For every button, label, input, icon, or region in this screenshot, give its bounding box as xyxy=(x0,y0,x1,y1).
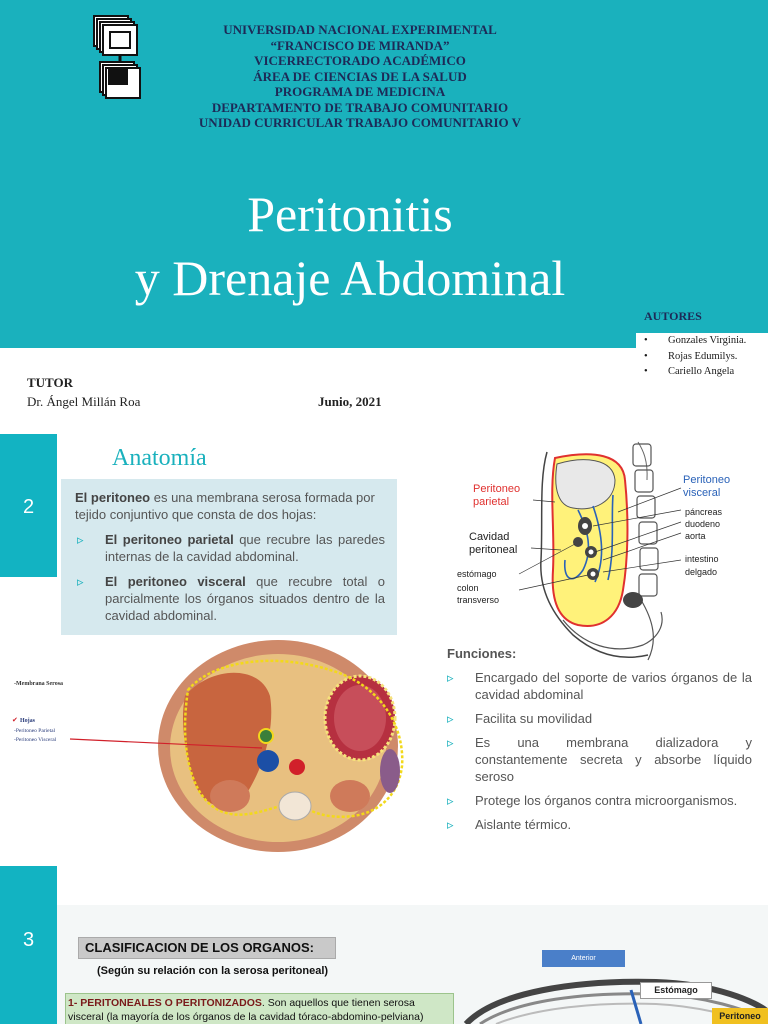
label-peritoneo-visceral: -Peritoneo Visceral xyxy=(14,737,57,743)
authors-label: AUTORES xyxy=(644,309,702,323)
function-item: ▹ Protege los órganos contra microorganismos. xyxy=(447,792,752,809)
institution-line: “FRANCISCO DE MIRANDA” xyxy=(270,37,450,53)
label-parietal: Peritoneo parietal xyxy=(473,483,521,508)
label-cavidad: Cavidad peritoneal xyxy=(469,531,518,556)
functions-title: Funciones: xyxy=(447,646,517,661)
institution-line: PROGRAMA DE MEDICINA xyxy=(274,84,446,99)
label-estomago: estómago xyxy=(457,569,497,579)
function-item: ▹ Encargado del soporte de varios órganos de la cavidad abdominal xyxy=(447,669,752,703)
function-item: ▹ Es una membrana dializadora y constantemente secreta y absorbe líquido seroso xyxy=(447,734,752,785)
author-item: • Gonzales Virginia. xyxy=(636,334,768,349)
peritoneo-label: Peritoneo xyxy=(712,1008,768,1024)
definition-item xyxy=(75,573,385,624)
peritoneales-text: . Son aquellos que tienen serosa visceral (la mayoría de los órganos de la cavidad tóraco-abdomino-pelviana) xyxy=(68,997,424,1023)
definition-text xyxy=(75,489,385,523)
peritoneales-lead: 1- PERITONEALES O PERITONIZADOS xyxy=(68,997,262,1009)
label-visceral: Peritoneo visceral xyxy=(683,474,731,499)
slide-number: 2 xyxy=(0,434,57,577)
institution-line: UNIDAD CURRICULAR TRABAJO COMUNITARIO V xyxy=(198,115,522,130)
item-rest: que recubre total o parcialmente los órganos situados dentro de la cavidad abdominal. xyxy=(105,574,385,623)
cover-slide xyxy=(0,0,768,365)
title-line: Peritonitis xyxy=(247,186,453,242)
institution-line: UNIVERSIDAD NACIONAL EXPERIMENTAL xyxy=(223,22,497,37)
definition-rest: es una membrana serosa formada por tejido conjuntivo que consta de dos hojas: xyxy=(75,490,375,522)
item-bold: El peritoneo parietal xyxy=(105,532,234,547)
classification-subtitle: (Según su relación con la serosa peritoneal) xyxy=(97,965,329,977)
section-heading: Anatomía xyxy=(112,445,207,471)
label-duodeno: duodeno xyxy=(685,519,721,529)
abdominal-cross-section-image xyxy=(10,636,448,854)
item-bold: El peritoneo visceral xyxy=(105,574,246,589)
authors-list xyxy=(636,333,768,379)
presentation-date: Junio, 2021 xyxy=(318,394,382,409)
function-item: ▹ Facilita su movilidad xyxy=(447,710,752,727)
peritoneum-sagittal-diagram xyxy=(443,440,768,665)
label-colon: colon transverso xyxy=(457,583,500,605)
institution-line: DEPARTAMENTO DE TRABAJO COMUNITARIO xyxy=(211,99,509,115)
label-hojas: Hojas xyxy=(20,718,35,724)
institution-line: VICERRECTORADO ACADÉMICO xyxy=(254,53,466,68)
presentation-title xyxy=(40,182,660,310)
definition-item xyxy=(75,531,385,565)
university-logo xyxy=(90,12,146,102)
estomago-label: Estómago xyxy=(640,982,712,999)
author-item: • Rojas Edumilys. xyxy=(636,350,768,365)
tutor-name: Dr. Ángel Millán Roa xyxy=(27,394,141,409)
institution-header xyxy=(150,22,570,131)
label-aorta: aorta xyxy=(685,531,706,541)
functions-list xyxy=(447,669,752,840)
definition-lead: El peritoneo xyxy=(75,490,151,505)
author-item: • Cariello Angela xyxy=(636,365,768,380)
label-peritoneo-parietal: -Peritoneo Parietal xyxy=(14,728,56,734)
definition-box xyxy=(61,479,397,635)
slide-number: 3 xyxy=(0,866,57,1024)
classification-heading: CLASIFICACION DE LOS ORGANOS: xyxy=(78,937,336,959)
label-pancreas: páncreas xyxy=(685,507,723,517)
item-rest: que recubre las paredes internas de la cavidad abdominal. xyxy=(105,532,385,564)
check-icon: ✔ xyxy=(12,717,18,724)
institution-line: ÁREA DE CIENCIAS DE LA SALUD xyxy=(253,68,467,84)
function-item: ▹ Aislante térmico. xyxy=(447,816,752,833)
title-line: y Drenaje Abdominal xyxy=(134,250,566,306)
anterior-label: Anterior xyxy=(542,950,625,967)
label-intestino: intestino delgado xyxy=(685,554,719,577)
tutor-label: TUTOR xyxy=(27,375,73,390)
peritoneales-box xyxy=(65,993,454,1024)
label-membrana-serosa: -Membrana Serosa xyxy=(14,681,64,687)
